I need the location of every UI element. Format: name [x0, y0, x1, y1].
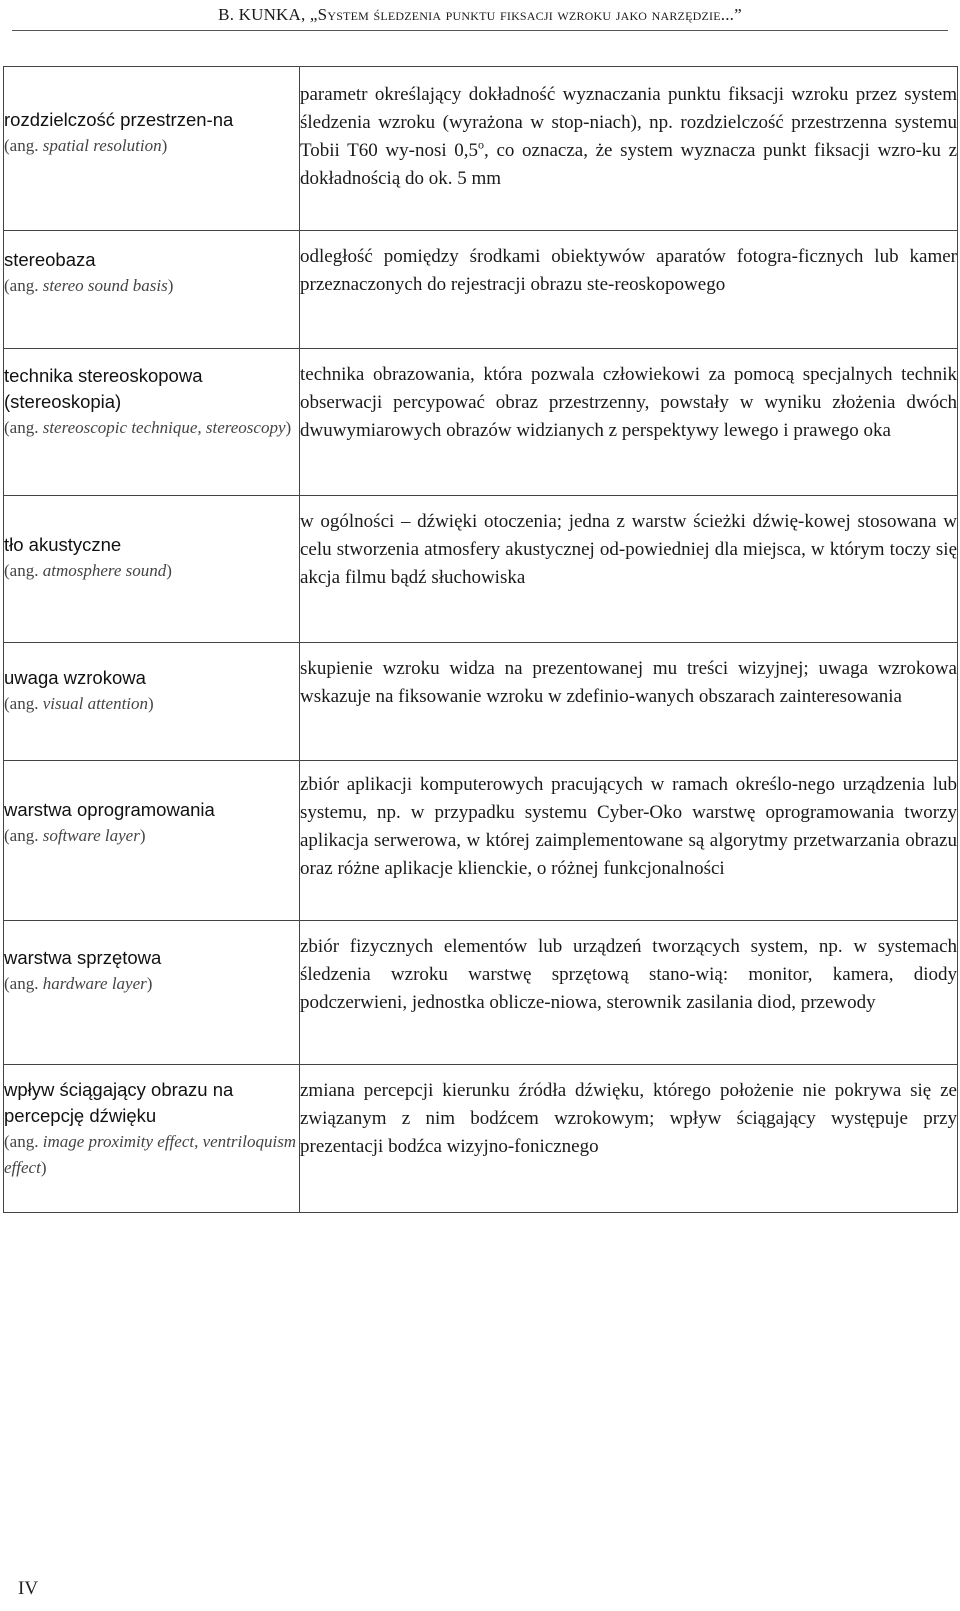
running-header	[12, 4, 948, 31]
glossary-term-cell	[4, 67, 300, 231]
glossary-definition: parametr określający dokładność wyznaczania punktu fiksacji wzroku przez system śledzenia wzroku (wyrażona w stop-niach), np. rozdzielczość przestrzenna systemu Tobii T60 wy-nosi 0,5$^o$, co oznacza, że system wyznacza punkt fiksacji wzro-ku z dokładnością do ok. 5 mm	[300, 67, 958, 231]
glossary-term-english: (ang. atmosphere sound)	[4, 561, 172, 580]
glossary-term-cell	[4, 231, 300, 349]
glossary-term: wpływ ściągający obrazu na percepcję dźwięku	[4, 1079, 234, 1126]
header-author-initial: B.	[218, 5, 239, 24]
glossary-term-cell	[4, 496, 300, 643]
glossary-term-cell	[4, 1065, 300, 1213]
header-author-rest: UNKA	[251, 5, 302, 24]
glossary-definition: odległość pomiędzy środkami obiektywów aparatów fotogra-ficznych lub kamer przeznaczonych do rejestracji obrazu ste-reoskopowego	[300, 231, 958, 349]
glossary-term: stereobaza	[4, 249, 96, 270]
glossary-term-english: (ang. spatial resolution)	[4, 136, 168, 155]
glossary-row	[4, 67, 958, 231]
glossary-term-english: (ang. visual attention)	[4, 694, 154, 713]
glossary-term: tło akustyczne	[4, 534, 122, 555]
glossary-row	[4, 643, 958, 761]
glossary-term: warstwa sprzętowa	[4, 947, 162, 968]
glossary-definition: technika obrazowania, która pozwala człowiekowi za pomocą specjalnych technik obserwacji percypować obraz przestrzenny, powstały w wyniku złożenia dwóch dwuwymiarowych obrazów widzianych z perspektywy lewego i prawego oka	[300, 349, 958, 496]
glossary-row	[4, 496, 958, 643]
glossary-row	[4, 231, 958, 349]
glossary-term-english: (ang. hardware layer)	[4, 974, 153, 993]
glossary-table	[3, 66, 958, 1213]
header-title-sep: ,	[301, 5, 310, 24]
glossary-definition: zbiór aplikacji komputerowych pracujących w ramach określo-nego urządzenia lub systemu, np. w przypadku systemu Cyber-Oko warstwę oprogramowania tworzy aplikacja serwerowa, w której zaimplementowane są algorytmy przetwarzania obrazu oraz różne aplikacje klienckie, o różnej funkcjonalności	[300, 761, 958, 921]
glossary-row	[4, 921, 958, 1065]
glossary-term-cell	[4, 349, 300, 496]
glossary-term: warstwa oprogramowania	[4, 799, 215, 820]
glossary-row	[4, 1065, 958, 1213]
glossary-definition: zmiana percepcji kierunku źródła dźwięku, którego położenie nie pokrywa się ze związanym z nim bodźcem wzrokowym; wpływ ściągający występuje przy prezentacji bodźca wizyjno-fonicznego	[300, 1065, 958, 1213]
glossary-term-english: (ang. stereo sound basis)	[4, 276, 174, 295]
degree-superscript: o	[478, 137, 485, 152]
glossary-definition: skupienie wzroku widza na prezentowanej mu treści wizyjnej; uwaga wzrokowa wskazuje na fiksowanie wzroku w zdefinio-wanych obszarach zainteresowania	[300, 643, 958, 761]
glossary-row	[4, 761, 958, 921]
glossary-term-english: (ang. stereoscopic technique, stereoscopy)	[4, 418, 292, 437]
glossary-term-cell	[4, 761, 300, 921]
glossary-term: rozdzielczość przestrzen-na	[4, 109, 234, 130]
header-title: „System śledzenia punktu fiksacji wzroku jako narzędzie...”	[309, 5, 742, 24]
glossary-row	[4, 349, 958, 496]
page-number: IV	[18, 1578, 39, 1599]
glossary-definition: w ogólności – dźwięki otoczenia; jedna z warstw ścieżki dźwię-kowej stosowana w celu stworzenia atmosfery akustycznej od-powiedniej dla miejsca, w którym toczy się akcja filmu bądź słuchowiska	[300, 496, 958, 643]
glossary-term-cell	[4, 643, 300, 761]
header-author-k: K	[238, 5, 252, 24]
glossary-term: uwaga wzrokowa	[4, 667, 146, 688]
glossary-definition: zbiór fizycznych elementów lub urządzeń tworzących system, np. w systemach śledzenia wzroku warstwę sprzętową stano-wią: monitor, kamera, diody podczerwieni, jednostka oblicze-niowa, sterownik zasilania diod, przewody	[300, 921, 958, 1065]
glossary-term-english: (ang. software layer)	[4, 826, 146, 845]
glossary-term-english: (ang. image proximity effect, ventriloquism effect)	[4, 1132, 297, 1177]
glossary-term: technika stereoskopowa (stereoskopia)	[4, 365, 203, 412]
glossary-term-cell	[4, 921, 300, 1065]
